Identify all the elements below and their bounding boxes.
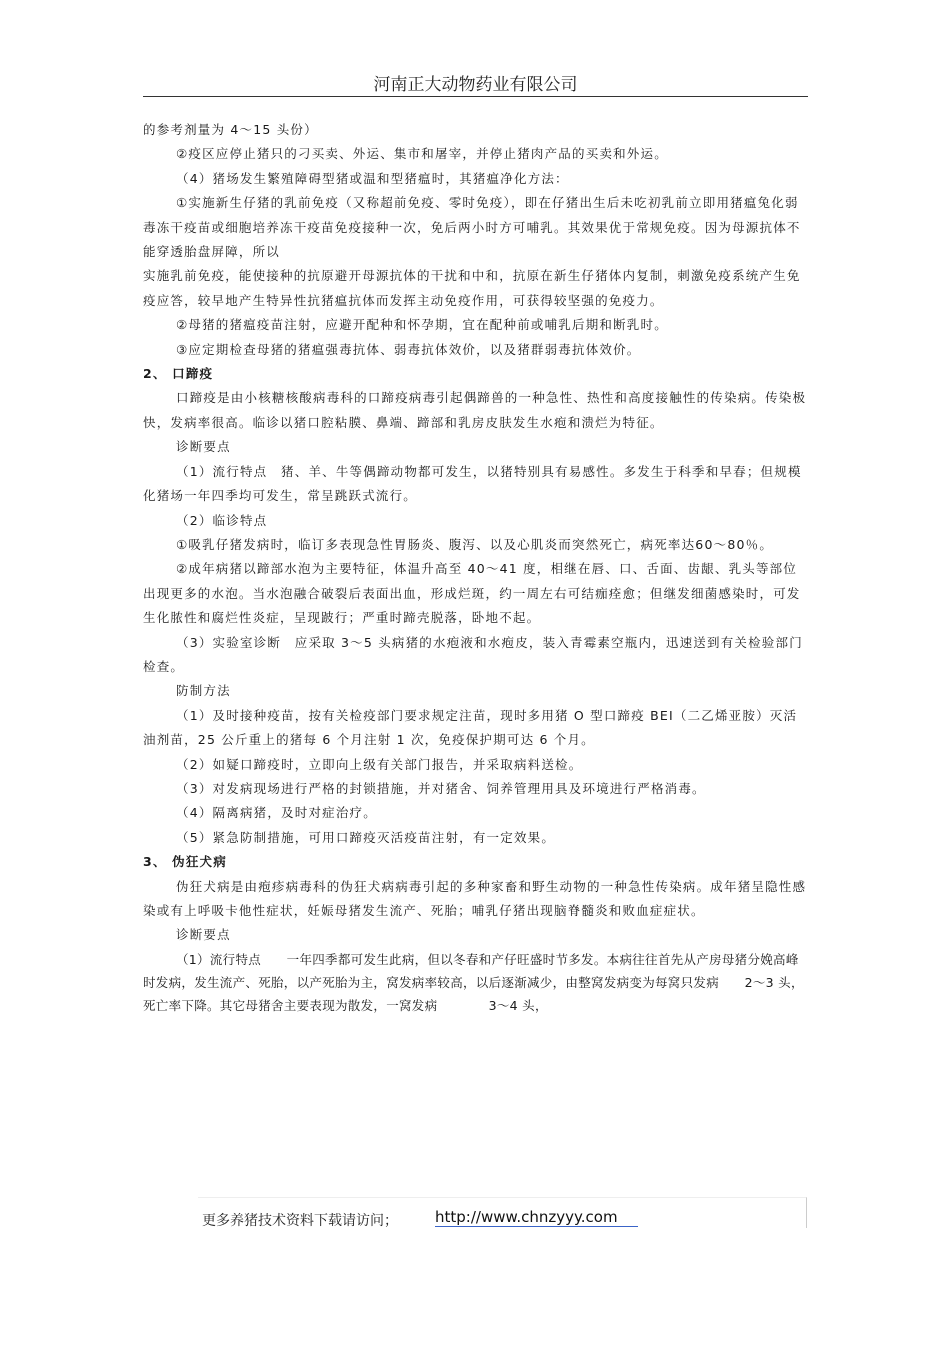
paragraph: （3）实验室诊断 应采取 3～5 头病猪的水疱液和水疱皮，装入青霉素空瓶内，迅速送到有关检验部门检查。 (143, 634, 803, 674)
paragraph: ②成年病猪以蹄部水泡为主要特征，体温升高至 40～41 度，相继在唇、口、舌面、齿龈、乳头等部位出现更多的水泡。当水泡融合破裂后表面出血，形成烂斑，约一周左右可结痂痊愈；但继发细菌感染时，可发生化脓性和腐烂性炎症，呈现跛行；严重时蹄壳脱落，卧地不起。 (143, 561, 801, 626)
paragraph: ②母猪的猪瘟疫苗注射，应避开配种和怀孕期，宜在配种前或哺乳后期和断乳时。 (176, 317, 668, 333)
paragraph: ①实施新生仔猪的乳前免疫（又称超前免疫、零时免疫），即在仔猪出生后未吃初乳前立即用猪瘟兔化弱毒冻干疫苗或细胞培养冻干疫苗免疫接种一次，免后两小时方可哺乳。其效果优于常规免疫。因为母源抗体不能穿透胎盘屏障，所以 (143, 195, 801, 260)
subheading: 防制方法 (176, 683, 231, 699)
section-heading: 2、 口蹄疫 (143, 366, 214, 382)
subheading: 诊断要点 (176, 439, 231, 455)
paragraph: ③应定期检查母猪的猪瘟强毒抗体、弱毒抗体效价，以及猪群弱毒抗体效价。 (176, 341, 641, 357)
paragraph: （1）及时接种疫苗，按有关检疫部门要求规定注苗，现时多用猪 O 型口蹄疫 BEI（二乙烯亚胺）灭活油剂苗，25 公斤重上的猪每 6 个月注射 1 次，免疫保护期可达 6 个月。 (143, 707, 798, 748)
paragraph: 伪狂犬病是由疱疹病毒科的伪狂犬病病毒引起的多种家畜和野生动物的一种急性传染病。成年猪呈隐性感染或有上呼吸卡他性症状，妊娠母猪发生流产、死胎；哺乳仔猪出现脑脊髓炎和败血症症状。 (143, 878, 807, 918)
company-name: 河南正大动物药业有限公司 (373, 75, 578, 95)
paragraph: 口蹄疫是由小核糖核酸病毒科的口蹄疫病毒引起偶蹄兽的一种急性、热性和高度接触性的传染病。传染极快，发病率很高。临诊以猪口腔粘膜、鼻端、蹄部和乳房皮肤发生水疱和溃烂为特征。 (143, 390, 807, 430)
paragraph: 的参考剂量为 4～15 头份） (143, 122, 318, 137)
paragraph: （4）猪场发生繁殖障碍型猪或温和型猪瘟时，其猪瘟净化方法： (176, 170, 569, 186)
paragraph: 实施乳前免疫，能使接种的抗原避开母源抗体的干扰和中和，抗原在新生仔猪体内复制，刺激免疫系统产生免疫应答，较早地产生特异性抗猪瘟抗体而发挥主动免疫作用，可获得较坚强的免疫力。 (143, 268, 801, 308)
subheading: 诊断要点 (176, 927, 231, 943)
paragraph: ②疫区应停止猪只的刁买卖、外运、集市和屠宰，并停止猪肉产品的买卖和外运。 (176, 146, 668, 162)
page-footer (198, 1197, 807, 1228)
footer-link[interactable]: http://www.chnzyyy.com (435, 1208, 638, 1227)
section-heading: 3、 伪狂犬病 (143, 854, 227, 870)
footer-label: 更多养猪技术资料下载请访问； (202, 1213, 398, 1229)
paragraph: （3）对发病现场进行严格的封锁措施，并对猪舍、饲养管理用具及环境进行严格消毒。 (176, 780, 706, 796)
paragraph: ①吸乳仔猪发病时，临订多表现急性胃肠炎、腹泻、以及心肌炎而突然死亡，病死率达60～80％。 (176, 536, 774, 552)
paragraph: （1）流行特点 一年四季都可发生此病，但以冬春和产仔旺盛时节多发。本病往往首先从产房母猪分娩高峰时发病，发生流产、死胎，以产死胎为主，窝发病率较高，以后逐渐减少，由整窝发病变为每窝只发病 2～3 头，死亡率下降。其它母猪舍主要表现为散发，一窝发病 3～4 头， (143, 951, 804, 1013)
paragraph: （5）紧急防制措施，可用口蹄疫灭活疫苗注射，有一定效果。 (176, 829, 556, 845)
paragraph: （2）如疑口蹄疫时，立即向上级有关部门报告，并采取病料送检。 (176, 756, 583, 772)
paragraph: （1）流行特点 猪、羊、牛等偶蹄动物都可发生，以猪特别具有易感性。多发生于科季和早春；但规模化猪场一年四季均可发生，常呈跳跃式流行。 (143, 463, 802, 504)
paragraph: （4）隔离病猪，及时对症治疗。 (176, 805, 377, 821)
paragraph: （2）临诊特点 (176, 512, 268, 528)
page-header (143, 70, 808, 97)
document-body (143, 118, 808, 1017)
